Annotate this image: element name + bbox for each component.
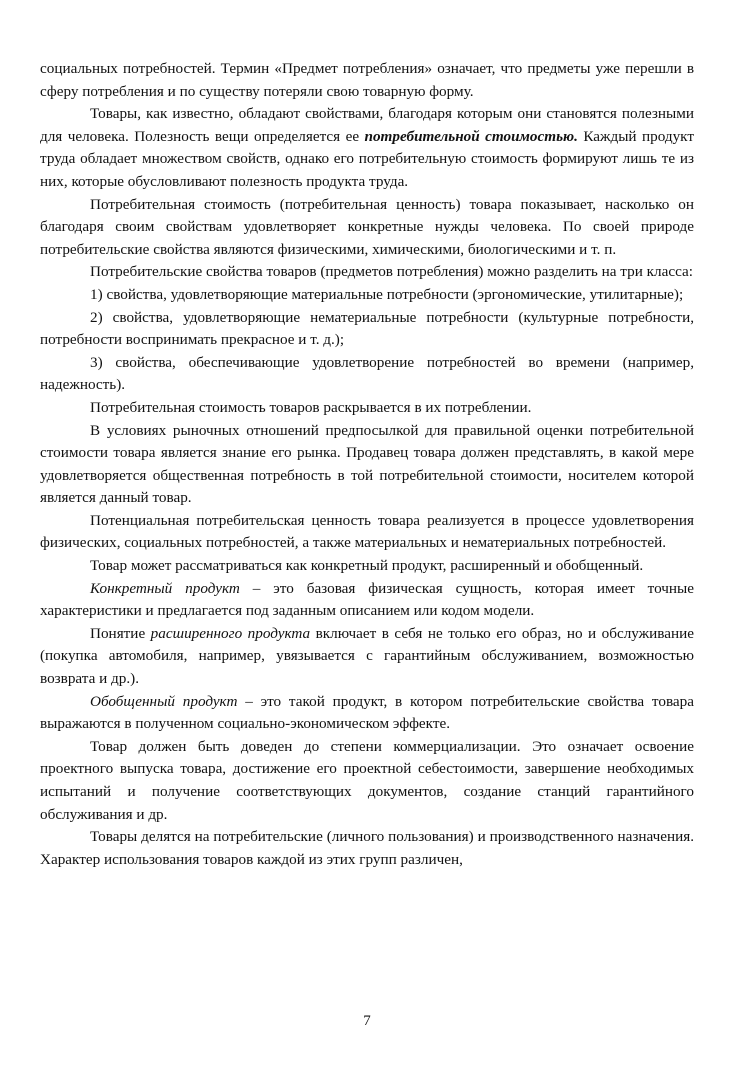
emphasized-term: Обобщенный продукт <box>90 692 238 710</box>
paragraph <box>40 420 694 510</box>
emphasized-term: Конкретный продукт <box>90 579 240 597</box>
paragraph-text: Потенциальная потребительская ценность товара реализуется в процессе удовлетворения физических, социальных потребностей, а также материальных и нематериальных потребностей. <box>40 511 694 552</box>
paragraph-text: социальных потребностей. Термин «Предмет потребления» означает, что предметы уже перешли в сферу потребления и по существу потеряли свою товарную форму. <box>40 60 694 100</box>
paragraph <box>40 510 694 555</box>
paragraph-text: Товар должен быть доведен до степени коммерциализации. Это означает освоение проектного выпуска товара, достижение его проектной себестоимости, завершение необходимых испытаний и получение соответствующих документов, создание станций гарантийного обслуживания и др. <box>40 737 694 823</box>
paragraph-text: Потребительная стоимость товаров раскрывается в их потреблении. <box>90 398 532 416</box>
paragraph-text: Потребительские свойства товаров (предметов потребления) можно разделить на три класса: <box>90 263 693 281</box>
paragraph <box>40 397 694 420</box>
paragraph-text: Каждый продукт труда обладает множеством свойств, однако его потребительную стоимость формируют лишь те из них, которые обусловливают полезность продукта труда. <box>40 127 694 190</box>
paragraph <box>40 307 694 352</box>
emphasized-term: потребительной стоимостью. <box>364 127 578 145</box>
paragraph-text: Товары делятся на потребительские (личного пользования) и производственного назначения. Характер использования товаров каждой из этих групп различен, <box>40 828 694 868</box>
paragraph <box>40 826 694 871</box>
paragraph <box>40 691 694 736</box>
paragraph <box>40 284 694 307</box>
paragraph <box>40 58 694 103</box>
paragraph <box>40 103 694 193</box>
emphasized-term: расширенного продукта <box>150 624 311 642</box>
paragraph-text: включает в себя не только его образ, но и обслуживание (покупка автомобиля, например, увязывается с гарантийным обслуживанием, возможностью возврата и др.). <box>40 624 694 688</box>
paragraph <box>40 578 694 623</box>
page-number: 7 <box>363 1013 371 1029</box>
document-body <box>40 58 694 871</box>
paragraph <box>40 352 694 397</box>
paragraph <box>40 623 694 691</box>
paragraph-text: Понятие <box>90 624 151 642</box>
paragraph-text: – это такой продукт, в котором потребительские свойства товара выражаются в полученном социально-экономическом эффекте. <box>40 692 694 733</box>
paragraph <box>40 555 694 578</box>
paragraph <box>40 261 694 284</box>
paragraph-text: Товар может рассматриваться как конкретный продукт, расширенный и обобщенный. <box>90 557 644 575</box>
paragraph-text: 2) свойства, удовлетворяющие нематериальные потребности (культурные потребности, потребности воспринимать прекрасное и т. д.); <box>40 308 694 349</box>
paragraph-text: В условиях рыночных отношений предпосылкой для правильной оценки потребительной стоимости товара является знание его рынка. Продавец товара должен представлять, в какой мере удовлетворяется общественная потребность в той потребительной стоимости, носителем которой является данный товар. <box>40 421 694 507</box>
paragraph-text: Потребительная стоимость (потребительная ценность) товара показывает, насколько он благодаря своим свойствам удовлетворяет конкретные нужды человека. По своей природе потребительские свойства являются физическими, химическими, биологическими и т. п. <box>40 195 694 258</box>
paragraph-text: 1) свойства, удовлетворяющие материальные потребности (эргономические, утилитарные); <box>90 285 684 303</box>
paragraph-text: 3) свойства, обеспечивающие удовлетворение потребностей во времени (например, надежность). <box>40 353 694 394</box>
paragraph <box>40 736 694 826</box>
paragraph-text: Товары, как известно, обладают свойствами, благодаря которым они становятся полезными для человека. Полезность вещи определяется ее <box>40 105 694 145</box>
paragraph <box>40 194 694 262</box>
paragraph-text: – это базовая физическая сущность, которая имеет точные характеристики и предлагается под заданным описанием или кодом модели. <box>40 579 694 620</box>
